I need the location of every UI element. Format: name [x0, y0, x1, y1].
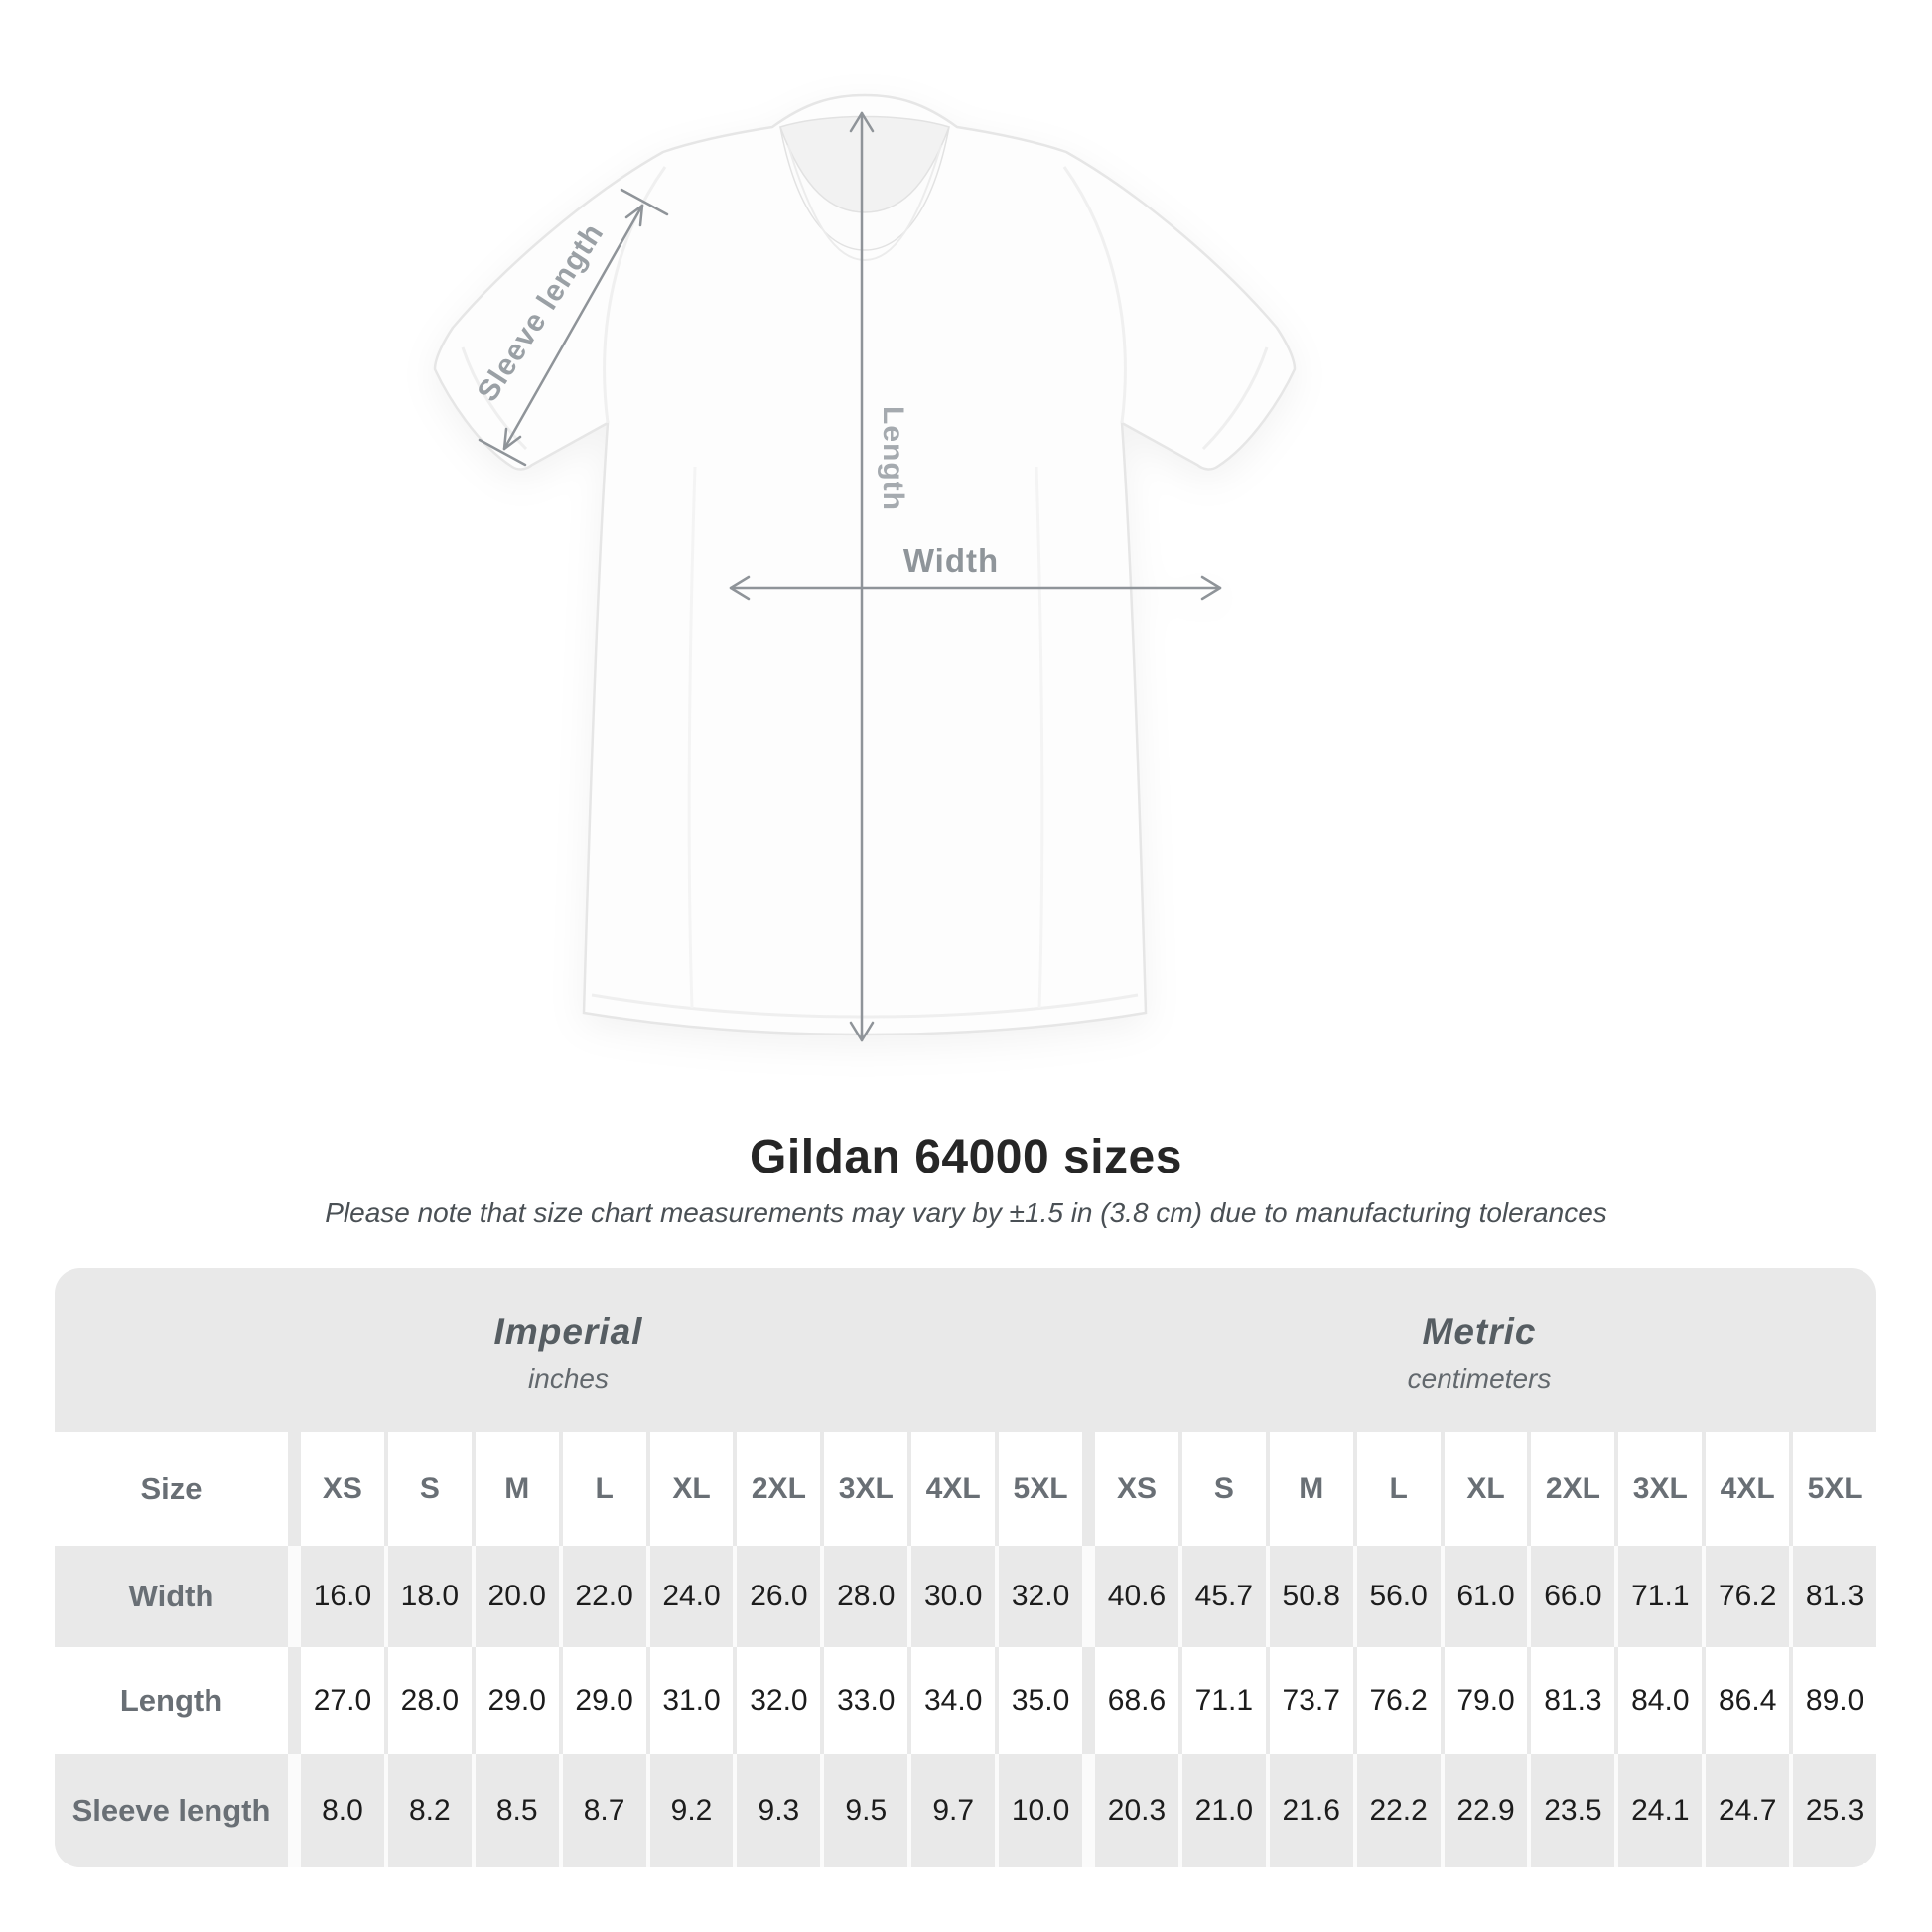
measurement-value: 16.0: [288, 1546, 384, 1647]
measurement-value: 9.2: [646, 1754, 734, 1867]
size-column-header: S: [1178, 1432, 1266, 1546]
measurement-value: 8.0: [288, 1754, 384, 1867]
measurement-value: 34.0: [907, 1647, 995, 1754]
measurement-value: 61.0: [1441, 1546, 1528, 1647]
sleeve-length-label: Sleeve length: [471, 217, 611, 408]
measurement-value: 33.0: [820, 1647, 907, 1754]
imperial-unit-label: inches: [528, 1362, 609, 1394]
measurement-value: 56.0: [1353, 1546, 1441, 1647]
table-body: [55, 1546, 1876, 1867]
size-column-header: 5XL: [995, 1432, 1082, 1546]
tolerance-note: Please note that size chart measurements may vary by ±1.5 in (3.8 cm) due to manufacturing tolerances: [325, 1197, 1607, 1228]
size-column-header: XL: [1441, 1432, 1528, 1546]
measurement-value: 79.0: [1441, 1647, 1528, 1754]
measurement-value: 24.1: [1614, 1754, 1702, 1867]
measurement-value: 26.0: [733, 1546, 820, 1647]
measurement-value: 71.1: [1614, 1546, 1702, 1647]
size-column-header: 3XL: [1614, 1432, 1702, 1546]
size-column-header: M: [1266, 1432, 1353, 1546]
measurement-value: 40.6: [1082, 1546, 1178, 1647]
measurement-value: 45.7: [1178, 1546, 1266, 1647]
measurement-value: 10.0: [995, 1754, 1082, 1867]
measurement-value: 24.7: [1702, 1754, 1789, 1867]
measurement-value: 22.9: [1441, 1754, 1528, 1867]
measurement-value: 25.3: [1789, 1754, 1876, 1867]
measurement-value: 8.5: [472, 1754, 559, 1867]
table-row-sleeve-length: [55, 1754, 1876, 1867]
size-column-header: M: [472, 1432, 559, 1546]
metric-unit-label: centimeters: [1407, 1362, 1552, 1394]
measurement-value: 89.0: [1789, 1647, 1876, 1754]
measurement-value: 20.3: [1082, 1754, 1178, 1867]
measurement-value: 18.0: [384, 1546, 472, 1647]
size-column-header: 3XL: [820, 1432, 907, 1546]
page-title: Gildan 64000 sizes: [750, 1131, 1182, 1183]
measurement-value: 9.3: [733, 1754, 820, 1867]
size-column-header: L: [559, 1432, 646, 1546]
row-label: Width: [128, 1579, 214, 1613]
measurement-value: 35.0: [995, 1647, 1082, 1754]
measurement-value: 21.6: [1266, 1754, 1353, 1867]
metric-label: Metric: [1422, 1311, 1537, 1352]
measurement-value: 86.4: [1702, 1647, 1789, 1754]
size-column-header: 2XL: [733, 1432, 820, 1546]
row-label: Length: [119, 1683, 223, 1718]
size-header-row: [55, 1432, 1876, 1546]
table-row-width: [55, 1546, 1876, 1647]
unit-band: [55, 1268, 1876, 1432]
measurement-value: 22.0: [559, 1546, 646, 1647]
size-corner-header: Size: [140, 1470, 203, 1506]
size-column-header: XL: [646, 1432, 734, 1546]
measurement-value: 32.0: [733, 1647, 820, 1754]
size-column-header: XS: [288, 1432, 384, 1546]
imperial-label: Imperial: [493, 1311, 643, 1352]
measurement-value: 76.2: [1353, 1647, 1441, 1754]
measurement-value: 9.5: [820, 1754, 907, 1867]
measurement-value: 30.0: [907, 1546, 995, 1647]
measurement-value: 84.0: [1614, 1647, 1702, 1754]
size-table: [55, 1268, 1876, 1867]
measurement-value: 24.0: [646, 1546, 734, 1647]
tshirt-shape: [435, 95, 1295, 1035]
length-label: Length: [877, 406, 909, 511]
size-column-header: 4XL: [907, 1432, 995, 1546]
measurement-value: 9.7: [907, 1754, 995, 1867]
measurement-value: 27.0: [288, 1647, 384, 1754]
size-column-header: L: [1353, 1432, 1441, 1546]
width-label: Width: [902, 542, 1000, 579]
measurement-value: 28.0: [384, 1647, 472, 1754]
measurement-value: 76.2: [1702, 1546, 1789, 1647]
measurement-value: 8.2: [384, 1754, 472, 1867]
size-column-header: 2XL: [1527, 1432, 1614, 1546]
measurement-value: 81.3: [1527, 1647, 1614, 1754]
measurement-value: 81.3: [1789, 1546, 1876, 1647]
measurement-value: 31.0: [646, 1647, 734, 1754]
table-row-length: [55, 1647, 1876, 1754]
size-column-header: S: [384, 1432, 472, 1546]
size-column-header: XS: [1082, 1432, 1178, 1546]
imperial-header: [55, 1268, 1082, 1432]
measurement-value: 22.2: [1353, 1754, 1441, 1867]
measurement-value: 50.8: [1266, 1546, 1353, 1647]
measurement-value: 68.6: [1082, 1647, 1178, 1754]
metric-header: [1082, 1268, 1876, 1432]
measurement-value: 71.1: [1178, 1647, 1266, 1754]
size-column-header: 4XL: [1702, 1432, 1789, 1546]
measurement-value: 29.0: [472, 1647, 559, 1754]
measurement-value: 20.0: [472, 1546, 559, 1647]
size-column-header: 5XL: [1789, 1432, 1876, 1546]
measurement-value: 32.0: [995, 1546, 1082, 1647]
measurement-value: 23.5: [1527, 1754, 1614, 1867]
measurement-value: 29.0: [559, 1647, 646, 1754]
measurement-value: 66.0: [1527, 1546, 1614, 1647]
measurement-value: 73.7: [1266, 1647, 1353, 1754]
measurement-value: 21.0: [1178, 1754, 1266, 1867]
row-label: Sleeve length: [71, 1793, 271, 1828]
measurement-value: 8.7: [559, 1754, 646, 1867]
measurement-value: 28.0: [820, 1546, 907, 1647]
